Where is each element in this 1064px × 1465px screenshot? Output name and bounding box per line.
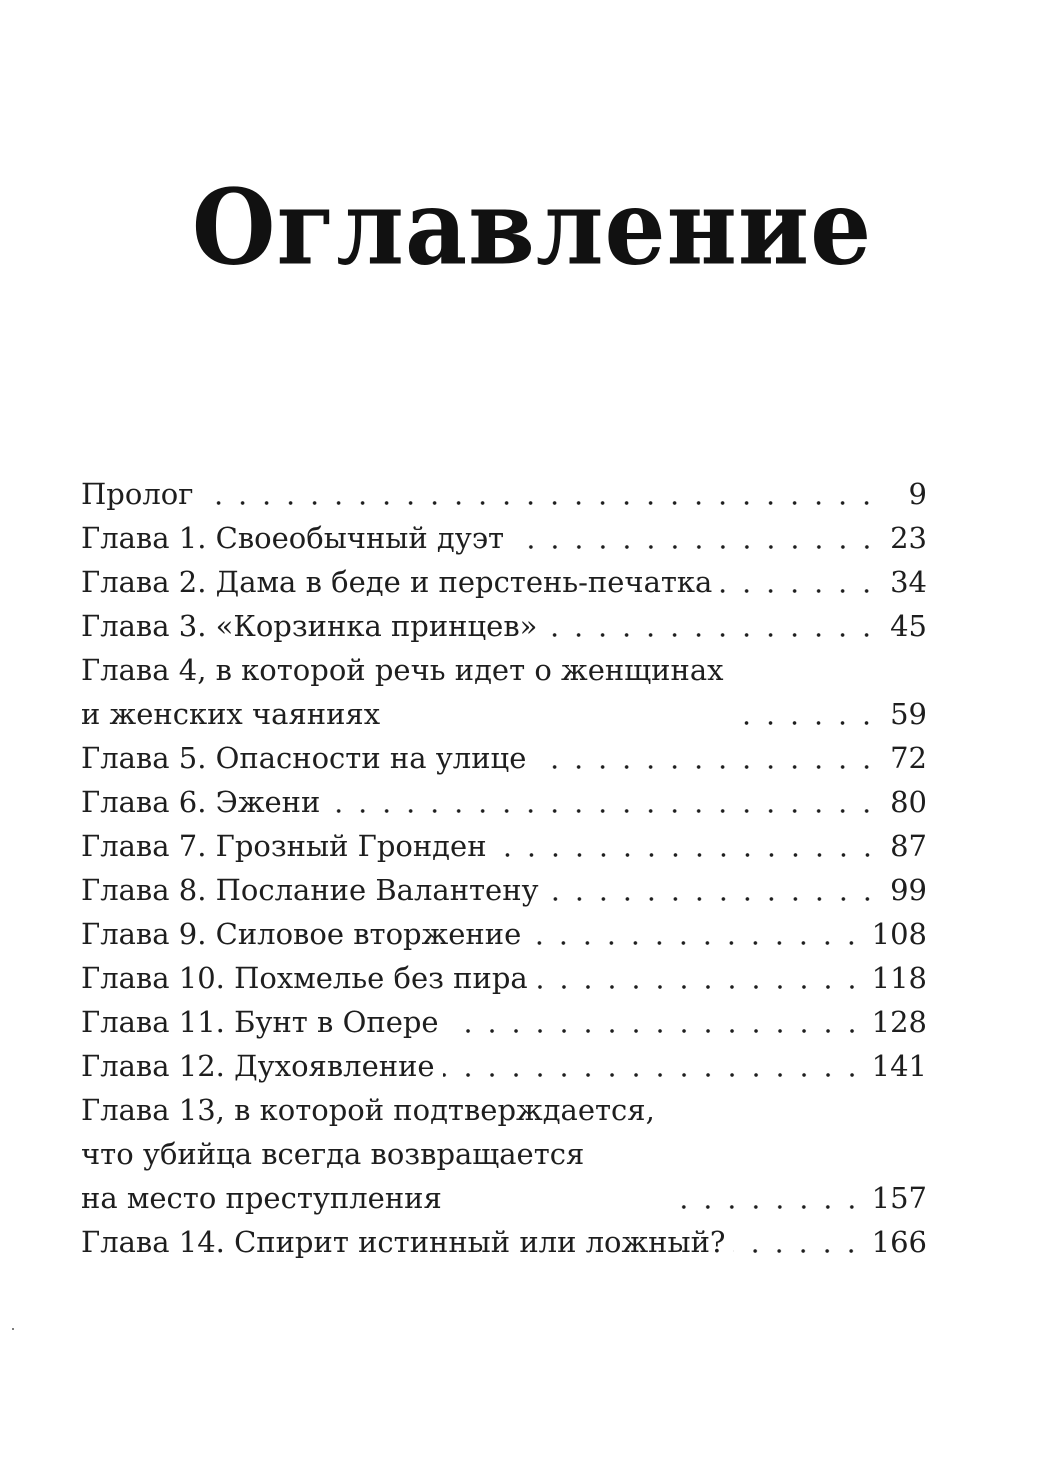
toc-entry bbox=[81, 780, 927, 824]
dot-leader bbox=[534, 736, 879, 780]
toc-entry-title bbox=[81, 736, 534, 780]
toc-page-number: 80 bbox=[890, 785, 927, 819]
toc-page-number: 87 bbox=[890, 829, 927, 863]
toc-page-number: 72 bbox=[890, 741, 927, 775]
toc-entry-title bbox=[81, 472, 201, 516]
toc-entry bbox=[81, 1220, 927, 1264]
toc-entry bbox=[81, 648, 927, 736]
toc-entry-title bbox=[81, 560, 720, 604]
toc-entry bbox=[81, 472, 927, 516]
toc-entry-title-line: Глава 11. Бунт в Опере bbox=[81, 1005, 439, 1039]
dot-leader bbox=[733, 1220, 863, 1264]
dot-leader bbox=[443, 1044, 864, 1088]
toc-entry bbox=[81, 560, 927, 604]
toc-entry bbox=[81, 912, 927, 956]
dot-leader bbox=[495, 824, 879, 868]
toc-entry-title-line: Глава 4, в которой речь идет о женщинах bbox=[81, 653, 724, 687]
toc-entry-title bbox=[81, 516, 512, 560]
toc-entry bbox=[81, 736, 927, 780]
toc-page-number: 166 bbox=[871, 1225, 927, 1259]
dot-leader bbox=[663, 1176, 864, 1220]
toc-entry-title bbox=[81, 1220, 733, 1264]
toc-entry bbox=[81, 1044, 927, 1088]
toc-entry bbox=[81, 516, 927, 560]
toc-entry bbox=[81, 868, 927, 912]
table-of-contents bbox=[81, 472, 927, 1264]
dot-leader bbox=[529, 912, 863, 956]
toc-entry-title bbox=[81, 956, 536, 1000]
toc-entry-title-line: Глава 10. Похмелье без пира bbox=[81, 961, 528, 995]
toc-entry-title-line: Глава 5. Опасности на улице bbox=[81, 741, 527, 775]
toc-entry-title-line: Глава 9. Силовое вторжение bbox=[81, 917, 522, 951]
dot-leader bbox=[731, 692, 879, 736]
toc-entry-title-line: Глава 8. Послание Валантену bbox=[81, 873, 539, 907]
toc-entry-title-line: Глава 7. Грозный Гронден bbox=[81, 829, 487, 863]
toc-entry-title bbox=[81, 868, 547, 912]
toc-entry-title-line: что убийца всегда возвращается bbox=[81, 1137, 585, 1171]
toc-entry-title-line: Глава 3. «Корзинка принцев» bbox=[81, 609, 538, 643]
toc-entry-title bbox=[81, 912, 529, 956]
toc-page-number: 141 bbox=[871, 1049, 927, 1083]
toc-entry-title-line: Глава 1. Своеобычный дуэт bbox=[81, 521, 505, 555]
toc-entry bbox=[81, 1088, 927, 1220]
scan-speck bbox=[12, 1328, 14, 1330]
toc-entry-title bbox=[81, 604, 545, 648]
toc-entry-title bbox=[81, 824, 495, 868]
toc-entry bbox=[81, 956, 927, 1000]
toc-entry-title bbox=[81, 780, 328, 824]
toc-page-number: 59 bbox=[890, 697, 927, 731]
toc-page-number: 34 bbox=[890, 565, 927, 599]
toc-page-number: 157 bbox=[871, 1181, 927, 1215]
page-title: Оглавление bbox=[191, 166, 873, 289]
dot-leader bbox=[547, 868, 879, 912]
dot-leader bbox=[512, 516, 879, 560]
toc-entry-title-line: и женских чаяниях bbox=[81, 697, 381, 731]
toc-page-number: 9 bbox=[908, 477, 927, 511]
toc-entry-title-line: Глава 13, в которой подтверждается, bbox=[81, 1093, 655, 1127]
dot-leader bbox=[201, 472, 879, 516]
toc-entry-title bbox=[81, 1088, 663, 1220]
toc-entry-title bbox=[81, 1000, 447, 1044]
toc-entry bbox=[81, 604, 927, 648]
dot-leader bbox=[447, 1000, 864, 1044]
toc-entry-title-line: Пролог bbox=[81, 477, 194, 511]
toc-page-number: 118 bbox=[871, 961, 927, 995]
toc-page-number: 45 bbox=[890, 609, 927, 643]
toc-entry-title bbox=[81, 1044, 443, 1088]
toc-page-number: 23 bbox=[890, 521, 927, 555]
toc-entry-title-line: Глава 6. Эжени bbox=[81, 785, 321, 819]
toc-page-number: 108 bbox=[871, 917, 927, 951]
toc-entry-title bbox=[81, 648, 731, 736]
toc-entry-title-line: Глава 14. Спирит истинный или ложный? bbox=[81, 1225, 726, 1259]
dot-leader bbox=[545, 604, 879, 648]
toc-entry-title-line: на место преступления bbox=[81, 1181, 442, 1215]
toc-entry-title-line: Глава 2. Дама в беде и перстень-печатка bbox=[81, 565, 713, 599]
toc-entry bbox=[81, 824, 927, 868]
dot-leader bbox=[536, 956, 864, 1000]
dot-leader bbox=[328, 780, 879, 824]
toc-page-number: 99 bbox=[890, 873, 927, 907]
toc-entry-title-line: Глава 12. Духоявление bbox=[81, 1049, 435, 1083]
dot-leader bbox=[720, 560, 879, 604]
toc-page-number: 128 bbox=[871, 1005, 927, 1039]
toc-entry bbox=[81, 1000, 927, 1044]
